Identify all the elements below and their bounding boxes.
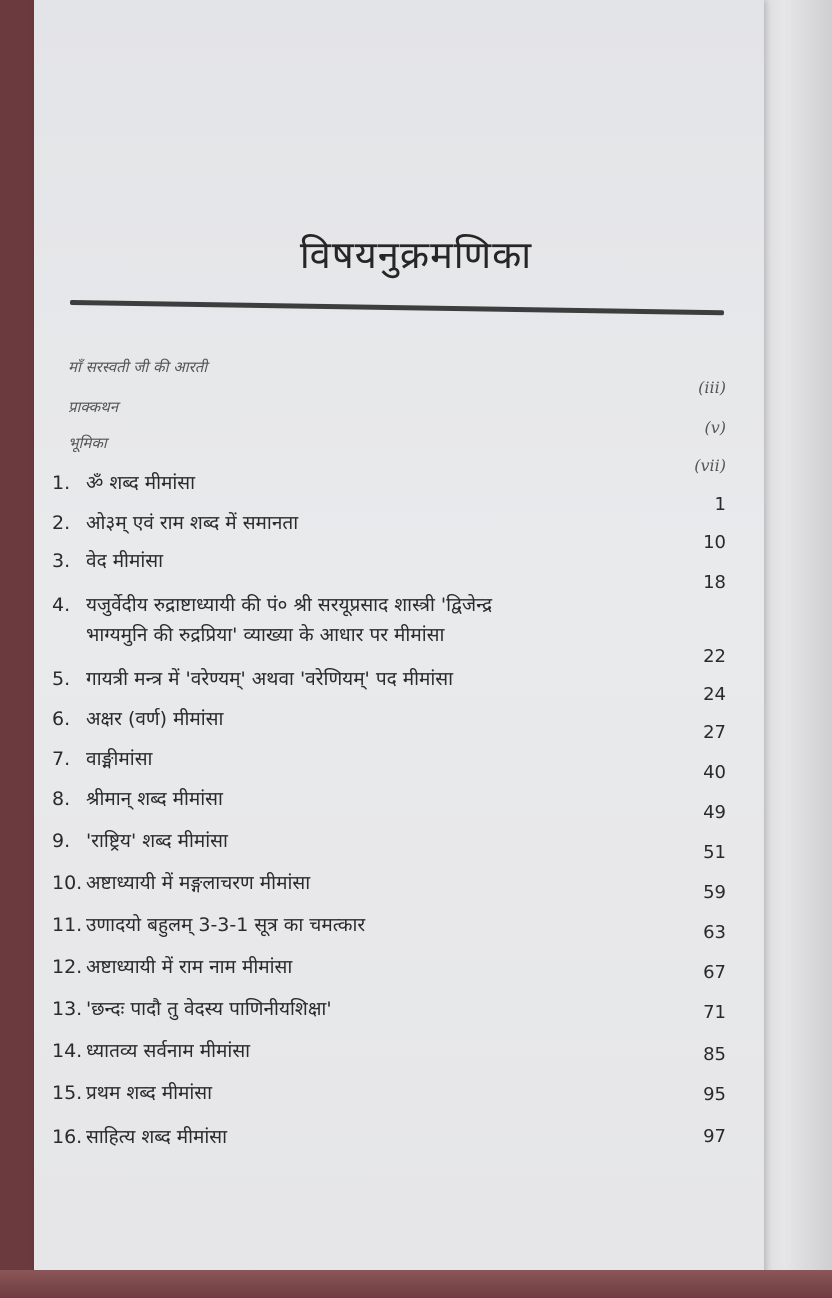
toc-entry-title: गायत्री मन्त्र में 'वरेण्यम्' अथवा 'वरेणियम्' पद मीमांसा	[86, 668, 454, 690]
toc-entry-title: अष्टाध्यायी में राम नाम मीमांसा	[86, 956, 293, 978]
toc-page-number: 49	[703, 802, 726, 823]
toc-entry	[52, 994, 612, 1024]
toc-page-number: 10	[703, 532, 726, 553]
toc-page-number: 59	[703, 882, 726, 903]
toc-entry-title: अष्टाध्यायी में मङ्गलाचरण मीमांसा	[86, 872, 311, 894]
toc-page-number: 51	[703, 842, 726, 863]
toc-entry-title: साहित्य शब्द मीमांसा	[86, 1126, 228, 1148]
toc-front-item: भूमिका	[68, 434, 107, 452]
toc-page-number: 40	[703, 762, 726, 783]
toc-entry-number: 4.	[52, 594, 71, 616]
toc-entry-title: प्रथम शब्द मीमांसा	[86, 1082, 213, 1104]
toc-page-number: (v)	[704, 418, 726, 437]
toc-entry	[52, 1078, 612, 1108]
toc-entry	[52, 952, 612, 982]
toc-page-number: 27	[703, 722, 726, 743]
toc-entry-title: यजुर्वेदीय रुद्राष्टाध्यायी की पं० श्री सरयूप्रसाद शास्त्री 'द्विजेन्द्र	[86, 594, 493, 616]
toc-page-number: 97	[703, 1126, 726, 1147]
toc-entry-number: 11.	[52, 914, 83, 936]
toc-entry-number: 8.	[52, 788, 71, 810]
toc-entry-title: 'राष्ट्रिय' शब्द मीमांसा	[86, 830, 228, 852]
toc-entry	[52, 508, 612, 538]
toc-entry-number: 1.	[52, 472, 71, 494]
toc-entry-number: 7.	[52, 748, 71, 770]
toc-entry	[52, 868, 612, 898]
toc-entry-title: ओ३म् एवं राम शब्द में समानता	[86, 512, 299, 534]
toc-entry	[52, 468, 612, 498]
toc-page-number: (iii)	[698, 378, 726, 397]
toc-entry-number: 6.	[52, 708, 71, 730]
toc-entry-title: ॐ शब्द मीमांसा	[86, 472, 196, 494]
toc-page-number: (vii)	[694, 456, 726, 475]
toc-entry-number: 16.	[52, 1126, 83, 1148]
toc-entry-number: 13.	[52, 998, 83, 1020]
toc-entry-number: 9.	[52, 830, 71, 852]
toc-entry	[52, 826, 612, 856]
toc-entry	[52, 1122, 612, 1152]
toc-front-item: प्राक्कथन	[68, 398, 119, 416]
toc-entry-title-continued: भाग्यमुनि की रुद्रप्रिया' व्याख्या के आधार पर मीमांसा	[86, 624, 445, 646]
toc-page-number: 67	[703, 962, 726, 983]
toc-entry-title: उणादयो बहुलम् 3-3-1 सूत्र का चमत्कार	[86, 914, 366, 936]
toc-entry-number: 3.	[52, 550, 71, 572]
toc-entry-title: 'छन्दः पादौ तु वेदस्य पाणिनीयशिक्षा'	[86, 998, 332, 1020]
toc-page-number: 22	[703, 646, 726, 667]
toc-entry-title: अक्षर (वर्ण) मीमांसा	[86, 708, 224, 730]
toc-entry-number: 15.	[52, 1082, 83, 1104]
toc-entry	[52, 546, 612, 576]
toc-entry-title: ध्यातव्य सर्वनाम मीमांसा	[86, 1040, 251, 1062]
page-title: विषयनुक्रमणिका	[299, 233, 533, 277]
toc-entry-title: वाङ्मीमांसा	[86, 748, 153, 770]
toc-entry	[52, 590, 612, 650]
toc-page-number: 63	[703, 922, 726, 943]
toc-page-number: 95	[703, 1084, 726, 1105]
toc-entry-number: 10.	[52, 872, 83, 894]
toc-entry-number: 5.	[52, 668, 71, 690]
toc-front-item: माँ सरस्वती जी की आरती	[68, 358, 208, 376]
toc-page-number: 18	[703, 572, 726, 593]
toc-entry	[52, 910, 612, 940]
toc-entry	[52, 784, 612, 814]
toc-entry-title: वेद मीमांसा	[86, 550, 164, 572]
toc-page-number: 1	[714, 494, 726, 515]
toc-entry-number: 2.	[52, 512, 71, 534]
toc-entry	[52, 744, 612, 774]
toc-page-number: 24	[703, 684, 726, 705]
toc-entry	[52, 704, 612, 734]
toc-page-number: 85	[703, 1044, 726, 1065]
toc-entry-number: 14.	[52, 1040, 83, 1062]
toc-entry	[52, 664, 612, 694]
toc-entry	[52, 1036, 612, 1066]
toc-entry-number: 12.	[52, 956, 83, 978]
toc-entry-title: श्रीमान् शब्द मीमांसा	[86, 788, 223, 810]
toc-page-number: 71	[703, 1002, 726, 1023]
